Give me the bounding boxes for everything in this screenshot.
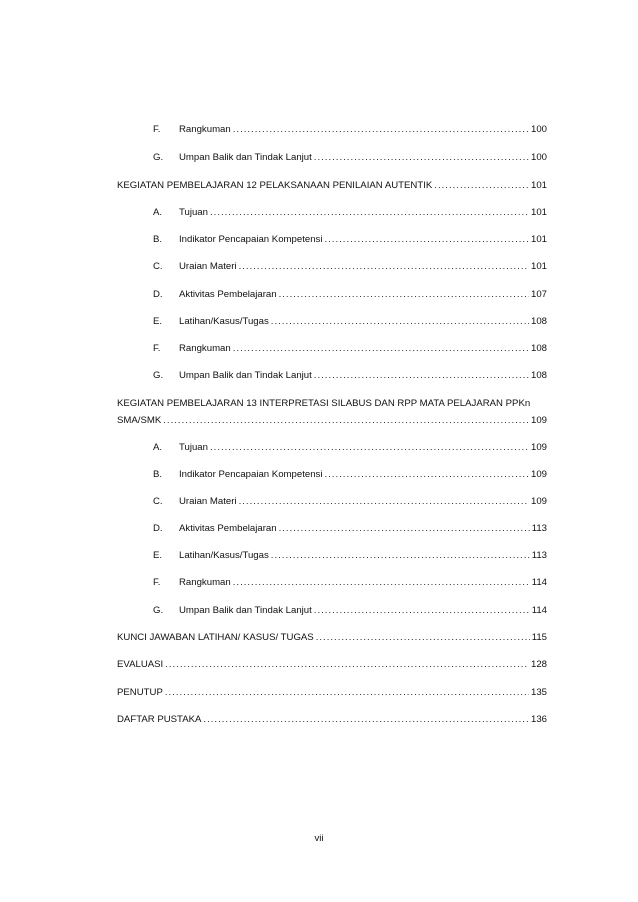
toc-entry-title: Umpan Balik dan Tindak Lanjut bbox=[179, 370, 312, 381]
toc-entry[interactable] bbox=[153, 260, 547, 273]
toc-entry-title: Umpan Balik dan Tindak Lanjut bbox=[179, 605, 312, 616]
toc-section-title: DAFTAR PUSTAKA bbox=[117, 714, 202, 725]
toc-entry-page: 109 bbox=[530, 442, 547, 453]
toc-entry-letter: G. bbox=[153, 152, 164, 163]
toc-entry-letter: D. bbox=[153, 523, 163, 534]
dot-leader bbox=[233, 123, 529, 136]
toc-entry-page: 107 bbox=[530, 289, 547, 300]
toc-entry-page: 101 bbox=[530, 261, 547, 272]
toc-entry-letter: F. bbox=[153, 577, 161, 588]
toc-entry[interactable] bbox=[153, 123, 547, 136]
toc-entry-title: Tujuan bbox=[179, 442, 208, 453]
toc-chapter-title-line1: KEGIATAN PEMBELAJARAN 13 INTERPRETASI SILABUS DAN RPP MATA PELAJARAN PPKn bbox=[117, 398, 531, 409]
toc-entry-letter: D. bbox=[153, 289, 163, 300]
page-number: vii bbox=[314, 833, 324, 844]
toc-section-daftar-pustaka[interactable] bbox=[117, 713, 547, 726]
toc-entry-page: 109 bbox=[530, 496, 547, 507]
toc-entry-title: Indikator Pencapaian Kompetensi bbox=[179, 234, 323, 245]
toc-entry-letter: A. bbox=[153, 207, 163, 218]
dot-leader bbox=[233, 576, 530, 589]
toc-entry[interactable] bbox=[153, 576, 547, 589]
toc-entry-title: Umpan Balik dan Tindak Lanjut bbox=[179, 152, 312, 163]
toc-entry-page: 108 bbox=[530, 316, 547, 327]
dot-leader bbox=[163, 414, 529, 427]
toc-entry-letter: F. bbox=[153, 343, 161, 354]
toc-entry-letter: C. bbox=[153, 496, 163, 507]
toc-entry[interactable] bbox=[153, 233, 547, 246]
toc-entry-title: Uraian Materi bbox=[179, 496, 237, 507]
toc-entry-page: 100 bbox=[530, 124, 547, 135]
toc-chapter-page: 101 bbox=[530, 180, 547, 191]
toc-section-page: 128 bbox=[530, 659, 547, 670]
toc-entry[interactable] bbox=[153, 369, 547, 382]
toc-entry-title: Uraian Materi bbox=[179, 261, 237, 272]
toc-section-title: PENUTUP bbox=[117, 687, 163, 698]
toc-entry-letter: G. bbox=[153, 370, 164, 381]
toc-entry[interactable] bbox=[153, 441, 547, 454]
toc-entry-letter: B. bbox=[153, 234, 163, 245]
toc-entry-page: 100 bbox=[530, 152, 547, 163]
toc-entry-letter: C. bbox=[153, 261, 163, 272]
toc-chapter-12[interactable] bbox=[117, 179, 547, 192]
toc-entry[interactable] bbox=[153, 288, 547, 301]
toc-entry-letter: B. bbox=[153, 469, 163, 480]
toc-entry[interactable] bbox=[153, 495, 547, 508]
toc-section-page: 136 bbox=[530, 714, 547, 725]
dot-leader bbox=[165, 686, 529, 699]
toc-entry-title: Rangkuman bbox=[179, 124, 231, 135]
toc-entry-page: 108 bbox=[530, 370, 547, 381]
toc-entry-title: Rangkuman bbox=[179, 343, 231, 354]
toc-entry-page: 101 bbox=[530, 207, 547, 218]
toc-entry-letter: E. bbox=[153, 316, 163, 327]
toc-entry-page: 109 bbox=[530, 469, 547, 480]
toc-entry[interactable] bbox=[153, 468, 547, 481]
toc-entry-title: Latihan/Kasus/Tugas bbox=[179, 316, 269, 327]
toc-entry[interactable] bbox=[153, 522, 547, 535]
dot-leader bbox=[314, 604, 530, 617]
toc-entry-page: 108 bbox=[530, 343, 547, 354]
dot-leader bbox=[271, 549, 530, 562]
toc-entry-page: 113 bbox=[531, 523, 547, 534]
dot-leader bbox=[210, 206, 529, 219]
dot-leader bbox=[316, 631, 530, 644]
dot-leader bbox=[165, 658, 529, 671]
toc-section-title: KUNCI JAWABAN LATIHAN/ KASUS/ TUGAS bbox=[117, 632, 314, 643]
toc-section-evaluasi[interactable] bbox=[117, 658, 547, 671]
toc-section-page: 135 bbox=[530, 687, 547, 698]
toc-section-title: EVALUASI bbox=[117, 659, 164, 670]
toc-entry[interactable] bbox=[153, 315, 547, 328]
toc-entry[interactable] bbox=[153, 151, 547, 164]
dot-leader bbox=[210, 441, 529, 454]
toc-entry-title: Aktivitas Pembelajaran bbox=[179, 289, 277, 300]
toc-chapter-page: 109 bbox=[530, 415, 547, 426]
toc-entry-title: Aktivitas Pembelajaran bbox=[179, 523, 277, 534]
dot-leader bbox=[434, 179, 529, 192]
dot-leader bbox=[239, 495, 529, 508]
dot-leader bbox=[324, 233, 529, 246]
dot-leader bbox=[203, 713, 529, 726]
dot-leader bbox=[239, 260, 529, 273]
toc-entry-title: Tujuan bbox=[179, 207, 208, 218]
toc-entry[interactable] bbox=[153, 549, 547, 562]
toc-entry-page: 114 bbox=[531, 577, 547, 588]
toc-entry-title: Latihan/Kasus/Tugas bbox=[179, 550, 269, 561]
toc-chapter-title: KEGIATAN PEMBELAJARAN 12 PELAKSANAAN PENILAIAN AUTENTIK bbox=[117, 180, 433, 191]
toc-entry-letter: A. bbox=[153, 442, 163, 453]
dot-leader bbox=[233, 342, 529, 355]
dot-leader bbox=[279, 522, 530, 535]
toc-entry-title: Indikator Pencapaian Kompetensi bbox=[179, 469, 323, 480]
dot-leader bbox=[271, 315, 529, 328]
toc-entry-page: 114 bbox=[531, 605, 547, 616]
dot-leader bbox=[314, 369, 529, 382]
toc-chapter-13[interactable] bbox=[117, 397, 547, 410]
dot-leader bbox=[314, 151, 529, 164]
toc-entry-letter: E. bbox=[153, 550, 163, 561]
toc-entry-letter: F. bbox=[153, 124, 161, 135]
dot-leader bbox=[324, 468, 529, 481]
toc-entry-page: 113 bbox=[531, 550, 547, 561]
dot-leader bbox=[279, 288, 529, 301]
toc-entry-page: 101 bbox=[530, 234, 547, 245]
toc-chapter-13-continued[interactable] bbox=[117, 414, 547, 427]
toc-entry[interactable] bbox=[153, 342, 547, 355]
toc-section-penutup[interactable] bbox=[117, 686, 547, 699]
toc-chapter-title-line2: SMA/SMK bbox=[117, 415, 162, 426]
toc-section-page: 115 bbox=[531, 632, 547, 643]
toc-section-kunci-jawaban[interactable] bbox=[117, 631, 547, 644]
toc-entry[interactable] bbox=[153, 206, 547, 219]
toc-entry-letter: G. bbox=[153, 605, 164, 616]
toc-entry[interactable] bbox=[153, 604, 547, 617]
toc-entry-title: Rangkuman bbox=[179, 577, 231, 588]
